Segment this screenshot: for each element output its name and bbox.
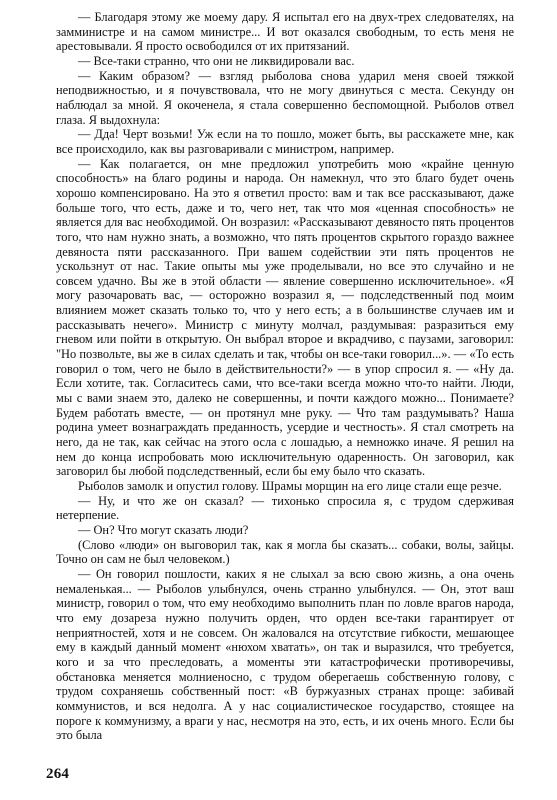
paragraph-4: — Дда! Черт возьми! Уж если на то пошло, может быть, вы расскажете мне, как все происходило, как вы разговаривали с министром, например. [56, 127, 514, 156]
paragraph-9: (Слово «люди» он выговорил так, как я могла бы сказать... собаки, волы, зайцы. Точно он сам не был человеком.) [56, 537, 514, 567]
paragraph-5: — Как полагается, он мне предложил употребить мою «крайне ценную способность» на благо родины и народа. Он намекнул, что это благо будет очень хорошо компенсировано. На это я ответил просто: вам и так все рассказывают, даже больше того, что есть, даже и то, чего нет, так что моя «ценная способность» не является для вас необходимой. Он возразил: «Рассказывают девяносто пять процентов того, что нам нужно знать, а возможно, что пять процентов скрытого гораздо важнее девяноста пяти рассказанного. При вашем содействии эти пять процентов не ускользнут от нас. Такие опыты мы уже проделывали, но все это случайно и не совсем удачно. Вы же в этой области — явление совершенно исключительное». «Я могу разочаровать вас, — осторожно возразил я, — подследственный под моим влиянием может сказать только то, что у него есть; а в большинстве случаев им и рассказывать нечего». Министр с минуту молчал, раздумывая: разразиться ему гневом или пойти в открытую. Он выбрал второе и вкрадчиво, с паузами, заговорил: "Но позвольте, вы же в силах сделать и так, чтобы он все-таки говорил...». — «То есть говорил о том, чего не было в действительности?» — в упор спросил я. — «Ну да. Если хотите, так. Согласитесь сами, что все-таки всегда можно что-то найти. Люди, мы с вами знаем это, далеко не совершенны, и почти каждого можно... Понимаете? Будем работать вместе, — он протянул мне руку. — Что там раздумывать? Наша родина умеет вознаграждать преданность, усердие и честность». Я стал смотреть на него, да не так, как сейчас на этого осла с лошадью, а немножко иначе. Я решил на нем до конца испробовать мою исключительную одаренность. Он заговорил, как заговорил бы любой подследственный, если бы ему было что сказать. [56, 156, 514, 479]
paragraph-2: — Все-таки странно, что они не ликвидировали вас. [78, 53, 355, 68]
paragraph-3: — Каким образом? — взгляд рыболова снова ударил меня своей тяжкой неподвижностью, и я почувствовала, что не могу двинуться с места. Секунду он наблюдал за мной. Я окоченела, я стала совершенно беспомощной. Рыболов отвел глаза. Я выдохнула: [56, 68, 514, 127]
page-number: 264 [46, 766, 70, 782]
paragraph-1: — Благодаря этому же моему дару. Я испытал его на двух-трех следователях, на замминистре и на самом министре... И вот оказался свободным, то есть меня не арестовывали. Я просто освободился от их притязаний. [56, 10, 514, 54]
paragraph-7: — Ну, и что же он сказал? — тихонько спросила я, с трудом сдерживая нетерпение. [56, 493, 514, 523]
paragraph-10: — Он говорил пошлости, каких я не слыхал за всю свою жизнь, а она очень немаленькая... — Рыболов улыбнулся, очень странно улыбнулся. — Он, этот ваш министр, говорил о том, что ему необходимо выполнить план по ловле врагов народа, что ему дозареза нужно получить орден, что орден все-таки гарантирует от неприятностей, хотя и не совсем. Он жаловался на отсутствие гибкости, мешающее ему в каждый данный момент «нюхом хватать», он так и выразился, что требуется, кого и за что преследовать, а моменты эти катастрофически противоречивы, обстановка меняется молниеносно, с трудом оберегаешь собственную голову, с трудом сохраняешь собственный пост: «В буржуазных странах проще: забивай коммунистов, и вся недолга. А у нас социалистическое государство, стоящее на пороге к коммунизму, а враги у нас, несмотря на это, есть, и их очень много. Если бы это была [56, 566, 514, 743]
body-text [56, 10, 514, 743]
paragraph-8: — Он? Что могут сказать люди? [78, 522, 249, 537]
paragraph-6: Рыболов замолк и опустил голову. Шрамы морщин на его лице стали еще резче. [78, 479, 502, 493]
